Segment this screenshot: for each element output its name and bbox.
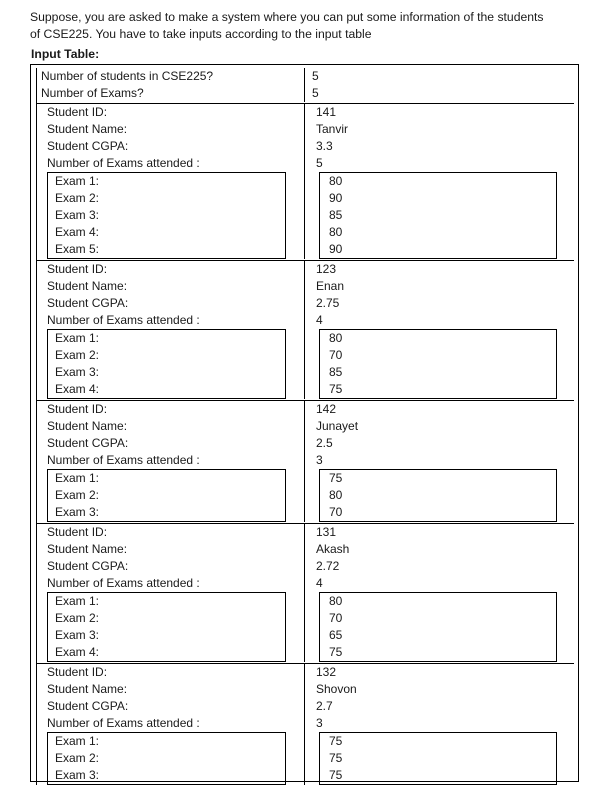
intro-line: Suppose, you are asked to make a system where you can put some information of the students	[30, 10, 544, 24]
exam-score: 75	[329, 471, 343, 485]
student-block	[37, 400, 574, 522]
student-attended-row-value: 3	[316, 453, 323, 467]
exam-label: Exam 3:	[55, 505, 100, 519]
exam-row	[48, 593, 285, 610]
exam-row	[48, 504, 285, 521]
exam-score-row	[320, 627, 556, 644]
student-id-row-label: Student ID:	[47, 665, 108, 679]
exam-label: Exam 2:	[55, 191, 100, 205]
exam-label: Exam 2:	[55, 488, 100, 502]
exam-row	[48, 207, 285, 224]
table-header-rows	[37, 68, 574, 102]
exam-label: Exam 2:	[55, 751, 100, 765]
exam-score-row	[320, 487, 556, 504]
exam-row	[48, 381, 285, 398]
student-cgpa-row-value: 3.3	[316, 139, 333, 153]
exam-score-row	[320, 593, 556, 610]
student-name-row-label: Student Name:	[47, 682, 128, 696]
student-id-row-value: 141	[316, 105, 337, 119]
exam-label: Exam 3:	[55, 365, 100, 379]
exam-score: 75	[329, 768, 343, 782]
exam-label: Exam 1:	[55, 331, 100, 345]
student-name-row-label: Student Name:	[47, 542, 128, 556]
student-id-row-value: 132	[316, 665, 337, 679]
student-attended-row	[37, 452, 574, 469]
exam-label: Exam 3:	[55, 768, 100, 782]
exam-scores-box	[319, 329, 557, 399]
student-block	[37, 523, 574, 662]
exam-score: 90	[329, 242, 343, 256]
student-cgpa-row	[37, 138, 574, 155]
header-row-label: Number of Exams?	[41, 86, 144, 100]
exam-label: Exam 1:	[55, 594, 100, 608]
exam-score: 80	[329, 594, 343, 608]
header-row	[37, 68, 574, 85]
exam-row	[48, 750, 285, 767]
exam-score-row	[320, 750, 556, 767]
student-id-row	[37, 104, 574, 121]
student-cgpa-row-label: Student CGPA:	[47, 699, 129, 713]
exam-score: 75	[329, 734, 343, 748]
exam-row	[48, 470, 285, 487]
input-table	[30, 64, 579, 782]
student-cgpa-row-value: 2.75	[316, 296, 340, 310]
exam-labels-box	[47, 172, 286, 259]
exam-score-row	[320, 207, 556, 224]
exam-score-row	[320, 610, 556, 627]
input-table-body	[36, 68, 574, 785]
student-attended-row-value: 5	[316, 156, 323, 170]
exam-row	[48, 627, 285, 644]
student-block	[37, 663, 574, 785]
student-name-row-value: Tanvir	[316, 122, 349, 136]
table-caption: Input Table:	[31, 47, 100, 61]
exam-label: Exam 3:	[55, 208, 100, 222]
exam-row	[48, 364, 285, 381]
student-attended-row-value: 4	[316, 576, 323, 590]
student-cgpa-row	[37, 698, 574, 715]
exam-score-row	[320, 470, 556, 487]
exam-label: Exam 1:	[55, 174, 100, 188]
student-attended-row-label: Number of Exams attended :	[47, 576, 200, 590]
student-attended-row-value: 4	[316, 313, 323, 327]
intro-paragraph	[30, 9, 590, 43]
column-divider	[304, 68, 305, 102]
student-id-row	[37, 524, 574, 541]
student-name-row-value: Shovon	[316, 682, 357, 696]
exam-label: Exam 4:	[55, 225, 100, 239]
exam-score: 85	[329, 365, 343, 379]
intro-line: of CSE225. You have to take inputs according to the input table	[30, 27, 372, 41]
exam-row	[48, 224, 285, 241]
exam-score: 70	[329, 611, 343, 625]
student-block	[37, 103, 574, 259]
exam-score: 65	[329, 628, 343, 642]
exam-score-row	[320, 644, 556, 661]
student-id-row	[37, 261, 574, 278]
exam-score: 70	[329, 348, 343, 362]
exam-score-row	[320, 241, 556, 258]
student-id-row	[37, 401, 574, 418]
student-id-row	[37, 664, 574, 681]
exam-label: Exam 3:	[55, 628, 100, 642]
exam-scores-box	[319, 732, 557, 785]
student-block	[37, 260, 574, 399]
exam-score: 85	[329, 208, 343, 222]
student-name-row	[37, 541, 574, 558]
student-attended-row	[37, 715, 574, 732]
student-cgpa-row-label: Student CGPA:	[47, 139, 129, 153]
exam-score: 75	[329, 382, 343, 396]
student-id-row-value: 142	[316, 402, 337, 416]
student-cgpa-row-label: Student CGPA:	[47, 436, 129, 450]
exam-scores-box	[319, 592, 557, 662]
column-divider	[304, 524, 305, 662]
student-cgpa-row	[37, 435, 574, 452]
student-name-row-label: Student Name:	[47, 122, 128, 136]
exam-score: 70	[329, 505, 343, 519]
exam-score-row	[320, 224, 556, 241]
header-row	[37, 85, 574, 102]
column-divider	[304, 401, 305, 522]
exam-score-row	[320, 347, 556, 364]
student-attended-row	[37, 155, 574, 172]
exam-label: Exam 2:	[55, 611, 100, 625]
exam-row	[48, 330, 285, 347]
student-attended-row-label: Number of Exams attended :	[47, 453, 200, 467]
header-row-value: 5	[312, 86, 319, 100]
exam-label: Exam 5:	[55, 242, 100, 256]
exam-score-row	[320, 504, 556, 521]
student-cgpa-row-label: Student CGPA:	[47, 559, 129, 573]
exam-score-row	[320, 364, 556, 381]
student-cgpa-row-value: 2.72	[316, 559, 340, 573]
header-row-label: Number of students in CSE225?	[41, 69, 214, 83]
student-id-row-value: 131	[316, 525, 337, 539]
column-divider	[304, 261, 305, 399]
exam-labels-box	[47, 329, 286, 399]
exam-row	[48, 173, 285, 190]
exam-score-row	[320, 381, 556, 398]
student-name-row	[37, 681, 574, 698]
student-attended-row	[37, 312, 574, 329]
exam-label: Exam 2:	[55, 348, 100, 362]
exam-row	[48, 241, 285, 258]
exam-score: 80	[329, 225, 343, 239]
exam-label: Exam 4:	[55, 382, 100, 396]
exam-score-row	[320, 733, 556, 750]
exam-labels-box	[47, 469, 286, 522]
exam-score: 80	[329, 331, 343, 345]
student-attended-row-label: Number of Exams attended :	[47, 716, 200, 730]
exam-scores-box	[319, 469, 557, 522]
exam-row	[48, 190, 285, 207]
exam-label: Exam 1:	[55, 734, 100, 748]
student-cgpa-row-label: Student CGPA:	[47, 296, 129, 310]
exam-row	[48, 644, 285, 661]
student-attended-row-value: 3	[316, 716, 323, 730]
exam-row	[48, 733, 285, 750]
exam-score: 75	[329, 751, 343, 765]
exam-score-row	[320, 767, 556, 784]
student-id-row-label: Student ID:	[47, 262, 108, 276]
student-id-row-value: 123	[316, 262, 337, 276]
student-cgpa-row-value: 2.5	[316, 436, 333, 450]
exam-scores-box	[319, 172, 557, 259]
exam-row	[48, 610, 285, 627]
exam-score-row	[320, 330, 556, 347]
student-name-row	[37, 278, 574, 295]
student-name-row	[37, 121, 574, 138]
exam-score: 80	[329, 174, 343, 188]
exam-row	[48, 347, 285, 364]
student-name-row-label: Student Name:	[47, 419, 128, 433]
student-name-row-value: Junayet	[316, 419, 359, 433]
exam-score-row	[320, 190, 556, 207]
student-id-row-label: Student ID:	[47, 402, 108, 416]
student-name-row-label: Student Name:	[47, 279, 128, 293]
student-attended-row-label: Number of Exams attended :	[47, 156, 200, 170]
student-cgpa-row	[37, 295, 574, 312]
exam-row	[48, 487, 285, 504]
student-id-row-label: Student ID:	[47, 525, 108, 539]
column-divider	[304, 104, 305, 259]
exam-score: 90	[329, 191, 343, 205]
student-name-row	[37, 418, 574, 435]
exam-label: Exam 1:	[55, 471, 100, 485]
exam-score-row	[320, 173, 556, 190]
exam-score: 80	[329, 488, 343, 502]
exam-score: 75	[329, 645, 343, 659]
student-name-row-value: Enan	[316, 279, 345, 293]
exam-labels-box	[47, 592, 286, 662]
exam-row	[48, 767, 285, 784]
student-attended-row	[37, 575, 574, 592]
student-id-row-label: Student ID:	[47, 105, 108, 119]
column-divider	[304, 664, 305, 785]
header-row-value: 5	[312, 69, 319, 83]
student-cgpa-row-value: 2.7	[316, 699, 333, 713]
student-attended-row-label: Number of Exams attended :	[47, 313, 200, 327]
exam-label: Exam 4:	[55, 645, 100, 659]
student-name-row-value: Akash	[316, 542, 350, 556]
exam-labels-box	[47, 732, 286, 785]
student-cgpa-row	[37, 558, 574, 575]
